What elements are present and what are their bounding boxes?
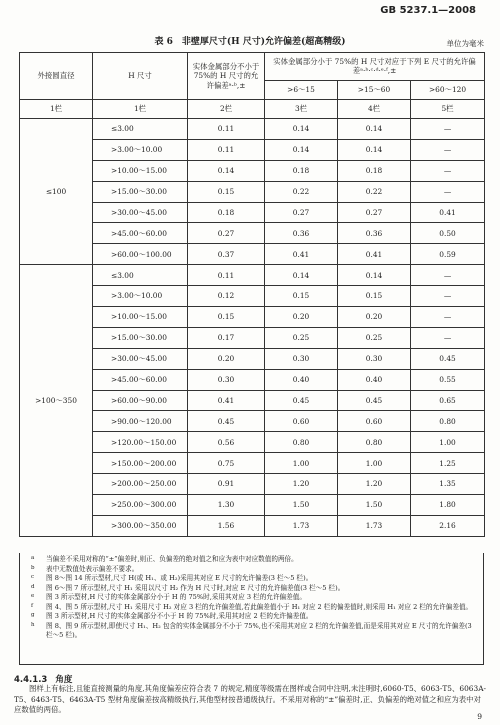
h-size-cell: >30.00～45.00 bbox=[93, 348, 188, 369]
tolerance-cell: 0.91 bbox=[188, 474, 265, 495]
h-size-cell: >45.00～60.00 bbox=[93, 223, 188, 244]
tolerance-cell: 0.65 bbox=[411, 390, 485, 411]
tolerance-cell: 0.27 bbox=[188, 223, 265, 244]
footnote-mark: f bbox=[31, 602, 34, 609]
tolerance-cell: 0.17 bbox=[188, 327, 265, 348]
tolerance-cell: 0.80 bbox=[411, 411, 485, 432]
tolerance-cell: 1.20 bbox=[265, 474, 338, 495]
h-size-cell: >15.00～30.00 bbox=[93, 181, 188, 202]
header-outer-diameter: 外接圆直径 bbox=[20, 53, 93, 100]
tolerance-cell: 1.00 bbox=[265, 453, 338, 474]
footnote-mark: a bbox=[31, 555, 35, 561]
tolerance-cell: 0.45 bbox=[411, 348, 485, 369]
tolerance-cell: 0.12 bbox=[188, 286, 265, 307]
section-title: 角度 bbox=[55, 675, 73, 685]
h-size-cell: ≤3.00 bbox=[93, 119, 188, 140]
tolerance-cell: 0.14 bbox=[265, 139, 338, 160]
tolerance-cell: 1.50 bbox=[338, 495, 411, 516]
footnote-mark: e bbox=[31, 593, 35, 600]
tolerance-cell: 1.30 bbox=[188, 495, 265, 516]
tolerance-cell: 0.50 bbox=[411, 223, 485, 244]
tolerance-cell: 0.22 bbox=[265, 181, 338, 202]
footnote bbox=[31, 583, 477, 594]
tolerance-cell: 1.73 bbox=[265, 515, 338, 536]
tolerance-cell: 1.20 bbox=[338, 474, 411, 495]
footnote-text: 当偏差不采用对称的“±”偏差时,则正、负偏差的绝对值之和应为表中对应数值的两倍。 bbox=[46, 555, 298, 563]
footnote bbox=[31, 574, 477, 584]
tolerance-cell: 0.59 bbox=[411, 244, 485, 265]
tolerance-cell: 0.18 bbox=[188, 202, 265, 223]
tolerance-cell: 0.15 bbox=[265, 286, 338, 307]
section-number: 4.4.1.3 bbox=[14, 675, 48, 685]
tolerance-cell: 0.45 bbox=[188, 411, 265, 432]
h-size-cell: >15.00～30.00 bbox=[93, 327, 188, 348]
footnote-text: 图 6～图 7 所示型材,尺寸 H₁ 采用以尺寸 H₂ 作为 H 尺寸时,对应 E 尺寸的允许偏差值(3 栏～5 栏)。 bbox=[46, 583, 345, 592]
h-size-cell: >3.00～10.00 bbox=[93, 139, 188, 160]
tolerance-cell: 0.36 bbox=[265, 223, 338, 244]
tolerance-cell: 0.25 bbox=[265, 327, 338, 348]
col-number: 1栏 bbox=[20, 100, 93, 119]
h-size-cell: >60.00～90.00 bbox=[93, 390, 188, 411]
tolerance-cell: 0.11 bbox=[188, 139, 265, 160]
footnote bbox=[31, 555, 477, 565]
h-size-cell: >10.00～15.00 bbox=[93, 160, 188, 181]
tolerance-table bbox=[19, 52, 485, 537]
header-h-size: H 尺寸 bbox=[93, 53, 188, 100]
tolerance-cell: 0.40 bbox=[338, 369, 411, 390]
header-e-range-3: >60～120 bbox=[411, 80, 485, 99]
tolerance-cell: 0.11 bbox=[188, 119, 265, 140]
tolerance-cell: 0.41 bbox=[265, 244, 338, 265]
tolerance-cell: 0.14 bbox=[265, 119, 338, 140]
unit-label: 单位为毫米 bbox=[446, 39, 484, 48]
header-e-range-2: >15～60 bbox=[338, 80, 411, 99]
tolerance-cell: 0.20 bbox=[188, 348, 265, 369]
h-size-cell: >30.00～45.00 bbox=[93, 202, 188, 223]
tolerance-cell: 0.30 bbox=[265, 348, 338, 369]
footnote-text: 图 8～图 14 所示型材,尺寸 H(或 H₁、或 H₂)采用其对应 E 尺寸的允许偏差(3 栏～5 栏)。 bbox=[46, 574, 313, 583]
footnote bbox=[31, 621, 477, 641]
tolerance-cell: — bbox=[411, 265, 485, 286]
tolerance-cell: 0.60 bbox=[265, 411, 338, 432]
tolerance-cell: 0.20 bbox=[338, 307, 411, 328]
tolerance-cell: 0.41 bbox=[188, 390, 265, 411]
h-size-cell: >10.00～15.00 bbox=[93, 307, 188, 328]
tolerance-cell: 0.30 bbox=[338, 348, 411, 369]
footnote-text: 图 8、图 9 所示型材,即使尺寸 H₁、H₂ 包含的实体金属部分不小于 75%,也不采用其对应 2 栏的允许偏差值,而是采用其对应 E 尺寸的允许偏差(3 栏～5 栏)。 bbox=[46, 621, 472, 640]
col-number: 2栏 bbox=[188, 100, 265, 119]
tolerance-cell: 0.27 bbox=[265, 202, 338, 223]
standard-number: GB 5237.1—2008 bbox=[380, 5, 476, 16]
footnote-mark: c bbox=[31, 574, 35, 581]
tolerance-cell: 0.60 bbox=[338, 411, 411, 432]
h-size-cell: ≤3.00 bbox=[93, 265, 188, 286]
tolerance-cell: 0.41 bbox=[411, 202, 485, 223]
footnote-text: 表中无数值处表示偏差不要求。 bbox=[46, 564, 139, 573]
tolerance-cell: 0.41 bbox=[338, 244, 411, 265]
header-e-range-1: >6～15 bbox=[265, 80, 338, 99]
section-paragraph: 图样上有标注,且能直接测量的角度,其角度偏差应符合表 7 的规定,精度等级需在图样或合同中注明,未注明时,6060-T5、6063-T5、6063A-T5、6463-T5、6463A-T5 型材角度偏差按高精级执行,其他型材按普通级执行。不采用对称的“±”偏差时,正、负偏差的绝对值之和应为表中对应数值的两倍。 bbox=[14, 684, 487, 715]
tolerance-cell: — bbox=[411, 327, 485, 348]
h-size-cell: >60.00～100.00 bbox=[93, 244, 188, 265]
tolerance-cell: 0.36 bbox=[338, 223, 411, 244]
page-number: 9 bbox=[477, 712, 482, 721]
h-size-cell: >45.00～60.00 bbox=[93, 369, 188, 390]
col-number: 1栏 bbox=[93, 100, 188, 119]
footnote-mark: b bbox=[31, 564, 35, 571]
table-caption: 表 6 非壁厚尺寸(H 尺寸)允许偏差(超高精级) bbox=[154, 37, 346, 47]
tolerance-cell: 0.80 bbox=[338, 432, 411, 453]
h-size-cell: >250.00～300.00 bbox=[93, 495, 188, 516]
tolerance-cell: 1.00 bbox=[338, 453, 411, 474]
tolerance-cell: 1.73 bbox=[338, 515, 411, 536]
footnote bbox=[31, 593, 477, 603]
footnote-mark: d bbox=[31, 583, 35, 590]
footnote-text: 图 4、图 5 所示型材,尺寸 H₁ 采用尺寸 H₂ 对应 3 栏的允许偏差值,若此偏差值小于 H₁ 对应 2 栏的偏差值时,则采用 H₁ 对应 2 栏的允许偏差值。 bbox=[46, 602, 473, 611]
tolerance-cell: 0.15 bbox=[188, 307, 265, 328]
h-size-cell: >300.00～350.00 bbox=[93, 515, 188, 536]
tolerance-cell: 0.18 bbox=[338, 160, 411, 181]
tolerance-cell: — bbox=[411, 181, 485, 202]
tolerance-cell: 0.14 bbox=[338, 265, 411, 286]
tolerance-cell: 0.11 bbox=[188, 265, 265, 286]
h-size-cell: >3.00～10.00 bbox=[93, 286, 188, 307]
h-size-cell: >90.00～120.00 bbox=[93, 411, 188, 432]
tolerance-cell: 1.25 bbox=[411, 453, 485, 474]
tolerance-cell: 1.56 bbox=[188, 515, 265, 536]
h-size-cell: >150.00～200.00 bbox=[93, 453, 188, 474]
footnote-text: 图 3 所示型材,H 尺寸的实体金属部分小于 H 的 75%时,采用其对应 3 栏的允许偏差值。 bbox=[46, 593, 306, 602]
outer-diameter-cell: ≤100 bbox=[20, 119, 93, 265]
tolerance-cell: — bbox=[411, 286, 485, 307]
tolerance-cell: 0.14 bbox=[338, 139, 411, 160]
tolerance-cell: — bbox=[411, 119, 485, 140]
tolerance-cell: 0.27 bbox=[338, 202, 411, 223]
tolerance-cell: 0.37 bbox=[188, 244, 265, 265]
tolerance-cell: — bbox=[411, 139, 485, 160]
footnote-mark: g bbox=[31, 612, 35, 619]
tolerance-cell: 0.45 bbox=[338, 390, 411, 411]
footnote-mark: h bbox=[31, 621, 35, 628]
header-solid-ge75: 实体金属部分不小于 75%的 H 尺寸的允许偏差ᵃ·ᵇ,± bbox=[188, 53, 265, 100]
col-number: 5栏 bbox=[411, 100, 485, 119]
table-row bbox=[20, 119, 485, 140]
tolerance-cell: 1.80 bbox=[411, 495, 485, 516]
tolerance-cell: 0.20 bbox=[265, 307, 338, 328]
tolerance-cell: 0.22 bbox=[338, 181, 411, 202]
tolerance-cell: 0.75 bbox=[188, 453, 265, 474]
tolerance-cell: 0.18 bbox=[265, 160, 338, 181]
footnote bbox=[31, 602, 477, 613]
h-size-cell: >120.00～150.00 bbox=[93, 432, 188, 453]
tolerance-cell: — bbox=[411, 307, 485, 328]
h-size-cell: >200.00～250.00 bbox=[93, 474, 188, 495]
footnote bbox=[31, 612, 477, 622]
table-row bbox=[20, 265, 485, 286]
tolerance-cell: 1.35 bbox=[411, 474, 485, 495]
outer-diameter-cell: >100～350 bbox=[20, 265, 93, 537]
tolerance-cell: 0.45 bbox=[265, 390, 338, 411]
tolerance-cell: 0.14 bbox=[338, 119, 411, 140]
tolerance-cell: 0.56 bbox=[188, 432, 265, 453]
tolerance-cell: 1.50 bbox=[265, 495, 338, 516]
tolerance-cell: 0.14 bbox=[265, 265, 338, 286]
tolerance-cell: 0.25 bbox=[338, 327, 411, 348]
tolerance-cell: 0.40 bbox=[265, 369, 338, 390]
col-number: 3栏 bbox=[265, 100, 338, 119]
tolerance-cell: 2.16 bbox=[411, 515, 485, 536]
tolerance-cell: 0.55 bbox=[411, 369, 485, 390]
tolerance-cell: — bbox=[411, 160, 485, 181]
col-number: 4栏 bbox=[338, 100, 411, 119]
tolerance-cell: 0.15 bbox=[188, 181, 265, 202]
tolerance-cell: 0.14 bbox=[188, 160, 265, 181]
table-notes bbox=[19, 553, 484, 665]
tolerance-cell: 0.15 bbox=[338, 286, 411, 307]
tolerance-cell: 0.30 bbox=[188, 369, 265, 390]
footnote-text: 图 3 所示型材,H 尺寸的实体金属部分不小于 H 的 75%时,采用其对应 2 栏的允许偏差值。 bbox=[46, 612, 313, 621]
footnote bbox=[31, 564, 477, 575]
tolerance-cell: 0.80 bbox=[265, 432, 338, 453]
tolerance-cell: 1.00 bbox=[411, 432, 485, 453]
header-solid-lt75: 实体金属部分小于 75%的 H 尺寸对应于下列 E 尺寸的允许偏差ᵃ·ᵇ·ᶜ·ᵈ·ᵉ·ᶠ,± bbox=[265, 53, 485, 81]
